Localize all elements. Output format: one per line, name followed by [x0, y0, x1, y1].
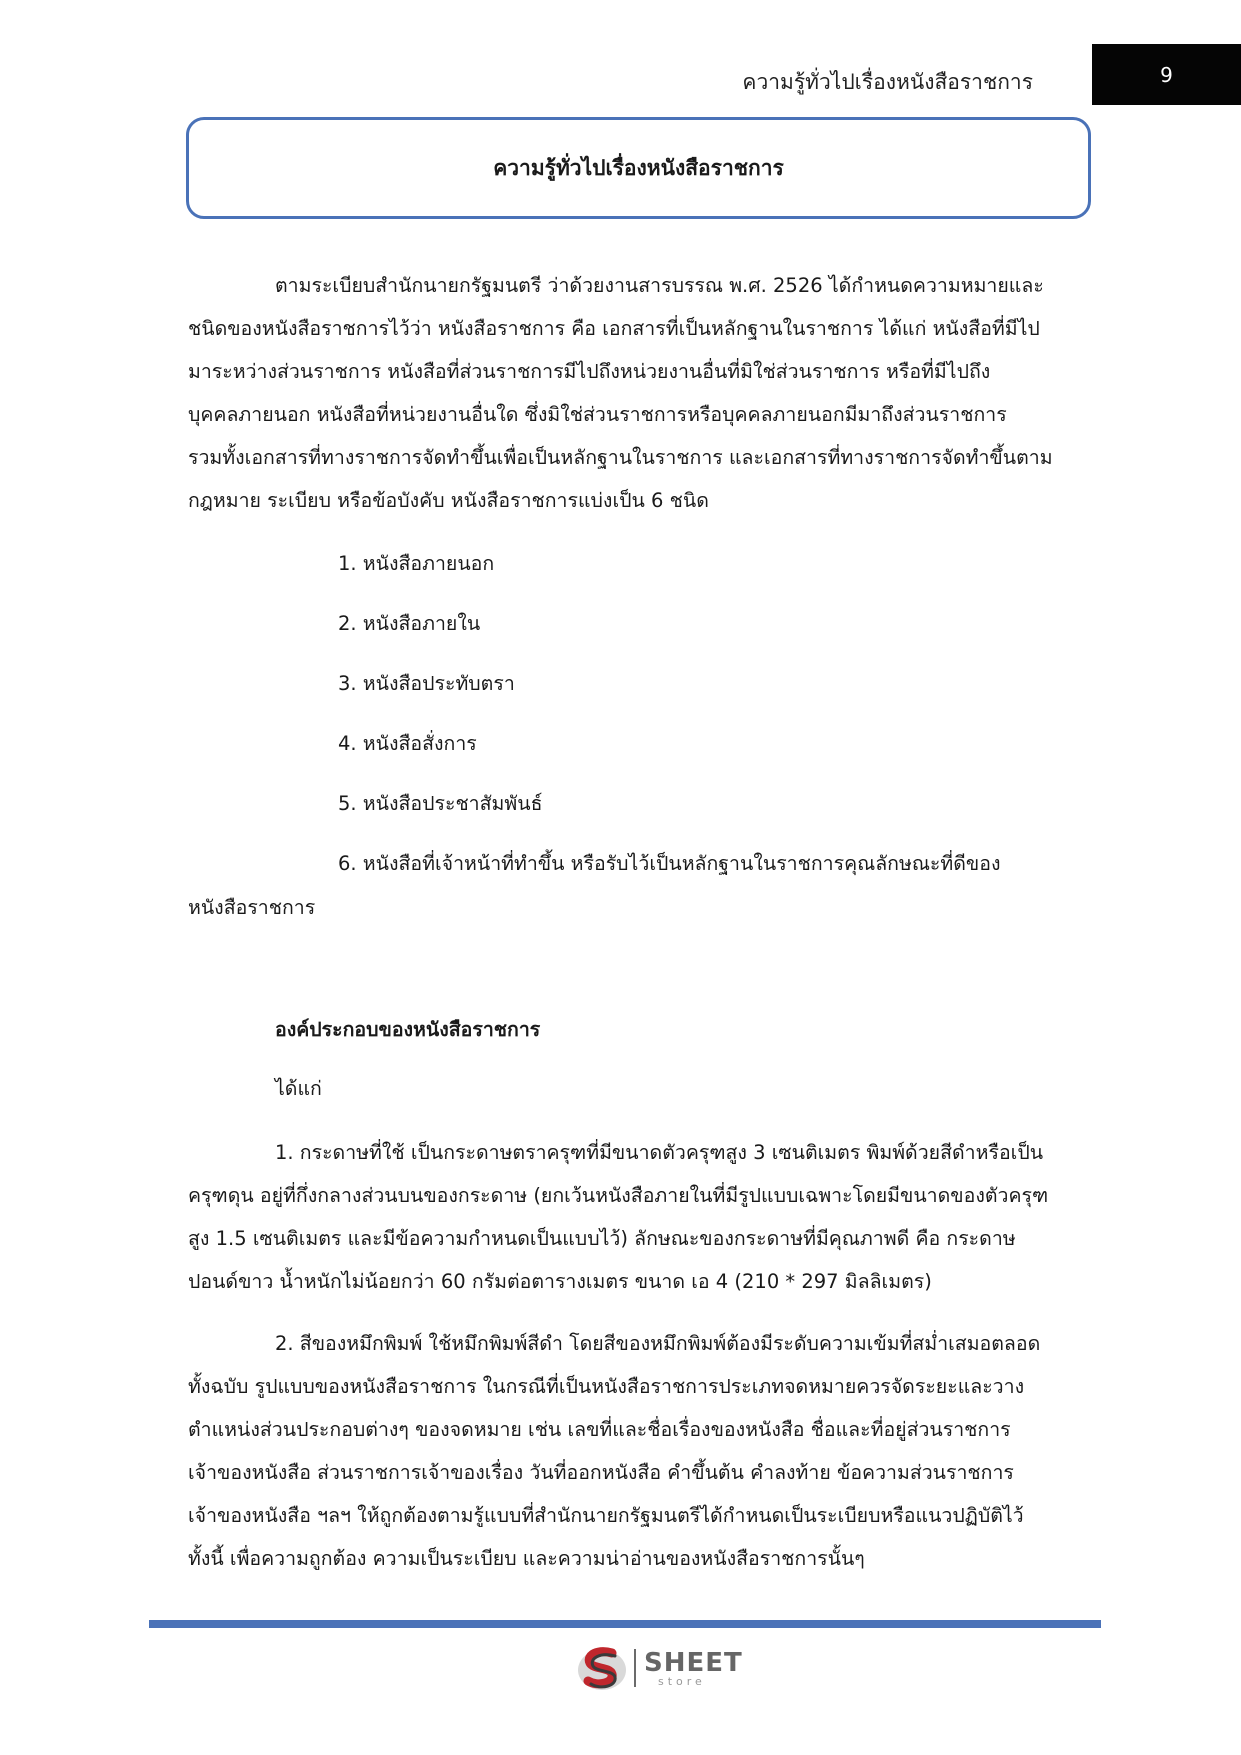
intro-paragraph: [188, 264, 1090, 522]
logo-word: SHEET: [644, 1647, 743, 1678]
intro-line: บุคคลภายนอก หนังสือที่หน่วยงานอื่นใด ซึ่งมิใช่ส่วนราชการหรือบุคคลภายนอกมีมาถึงส่วนราชการ: [188, 403, 1007, 426]
paragraph-line: สูง 1.5 เซนติเมตร และมีข้อความกำหนดเป็นแบบไว้) ลักษณะของกระดาษที่มีคุณภาพดี คือ กระดาษ: [188, 1227, 1016, 1250]
footer-rule: [149, 1620, 1101, 1628]
paragraph-line: เจ้าของหนังสือ ส่วนราชการเจ้าของเรื่อง วันที่ออกหนังสือ คำขึ้นต้น คำลงท้าย ข้อความส่วนราชการ: [188, 1461, 1014, 1484]
sheet-store-logo: [576, 1643, 743, 1693]
section-subheading: ได้แก่: [275, 1077, 322, 1100]
paragraph-line: ตำแหน่งส่วนประกอบต่างๆ ของจดหมาย เช่น เลขที่และชื่อเรื่องของหนังสือ ชื่อและที่อยู่ส่วนราชการ: [188, 1418, 1011, 1441]
paragraph-line: ทั้งฉบับ รูปแบบของหนังสือราชการ ในกรณีที่เป็นหนังสือราชการประเภทจดหมายควรจัดระยะและวาง: [188, 1375, 1025, 1398]
intro-line: ตามระเบียบสำนักนายกรัฐมนตรี ว่าด้วยงานสารบรรณ พ.ศ. 2526 ได้กำหนดความหมายและ: [275, 274, 1044, 297]
paragraph-ink: [188, 1322, 1090, 1580]
intro-line: มาระหว่างส่วนราชการ หนังสือที่ส่วนราชการมีไปถึงหน่วยงานอื่นที่มิใช่ส่วนราชการ หรือที่มีไปถึง: [188, 360, 991, 383]
paragraph-paper: [188, 1131, 1090, 1303]
sheet-store-s-logo-icon: [576, 1643, 628, 1693]
list-item: 1. หนังสือภายนอก: [338, 552, 495, 575]
paragraph-line: ครุฑดุน อยู่ที่กึ่งกลางส่วนบนของกระดาษ (ยกเว้นหนังสือภายในที่มีรูปแบบเฉพาะโดยมีขนาดของตัวครุฑ: [188, 1184, 1049, 1207]
paragraph-line: ทั้งนี้ เพื่อความถูกต้อง ความเป็นระเบียบ และความน่าอ่านของหนังสือราชการนั้นๆ: [188, 1547, 865, 1570]
list-item: 3. หนังสือประทับตรา: [338, 672, 515, 695]
logo-divider: [634, 1649, 636, 1687]
paragraph-line: ปอนด์ขาว น้ำหนักไม่น้อยกว่า 60 กรัมต่อตารางเมตร ขนาด เอ 4 (210 * 297 มิลลิเมตร): [188, 1270, 932, 1293]
paragraph-line: 1. กระดาษที่ใช้ เป็นกระดาษตราครุฑที่มีขนาดตัวครุฑสูง 3 เซนติเมตร พิมพ์ด้วยสีดำหรือเป็น: [275, 1141, 1044, 1164]
page-number-text: 9: [1160, 62, 1173, 87]
intro-line: รวมทั้งเอกสารที่ทางราชการจัดทำขึ้นเพื่อเป็นหลักฐานในราชการ และเอกสารที่ทางราชการจัดทำขึ้นตาม: [188, 446, 1053, 469]
logo-text: [644, 1647, 743, 1688]
list-item-continuation: หนังสือราชการ: [188, 896, 316, 919]
document-title: ความรู้ทั่วไปเรื่องหนังสือราชการ: [493, 155, 784, 180]
list-item: 6. หนังสือที่เจ้าหน้าที่ทำขึ้น หรือรับไว้เป็นหลักฐานในราชการคุณลักษณะที่ดีของ: [338, 852, 1001, 875]
page-number: [1092, 44, 1241, 105]
running-header-title: ความรู้ทั่วไปเรื่องหนังสือราชการ: [742, 70, 1033, 94]
title-box: [186, 117, 1091, 219]
intro-line: กฎหมาย ระเบียบ หรือข้อบังคับ หนังสือราชการแบ่งเป็น 6 ชนิด: [188, 489, 709, 512]
list-item: 2. หนังสือภายใน: [338, 612, 481, 635]
list-item: 4. หนังสือสั่งการ: [338, 732, 477, 755]
list-item: 5. หนังสือประชาสัมพันธ์: [338, 792, 543, 815]
logo-subword: store: [658, 1674, 706, 1688]
section-heading: องค์ประกอบของหนังสือราชการ: [275, 1018, 541, 1041]
paragraph-line: เจ้าของหนังสือ ฯลฯ ให้ถูกต้องตามรู้แบบที่สำนักนายกรัฐมนตรีได้กำหนดเป็นระเบียบหรือแนวปฏิบัติไว้: [188, 1504, 1024, 1527]
paragraph-line: 2. สีของหมึกพิมพ์ ใช้หมึกพิมพ์สีดำ โดยสีของหมึกพิมพ์ต้องมีระดับความเข้มที่สม่ำเสมอตลอด: [275, 1332, 1041, 1355]
intro-line: ชนิดของหนังสือราชการไว้ว่า หนังสือราชการ คือ เอกสารที่เป็นหลักฐานในราชการ ได้แก่ หนังสือที่มีไป: [188, 317, 1040, 340]
